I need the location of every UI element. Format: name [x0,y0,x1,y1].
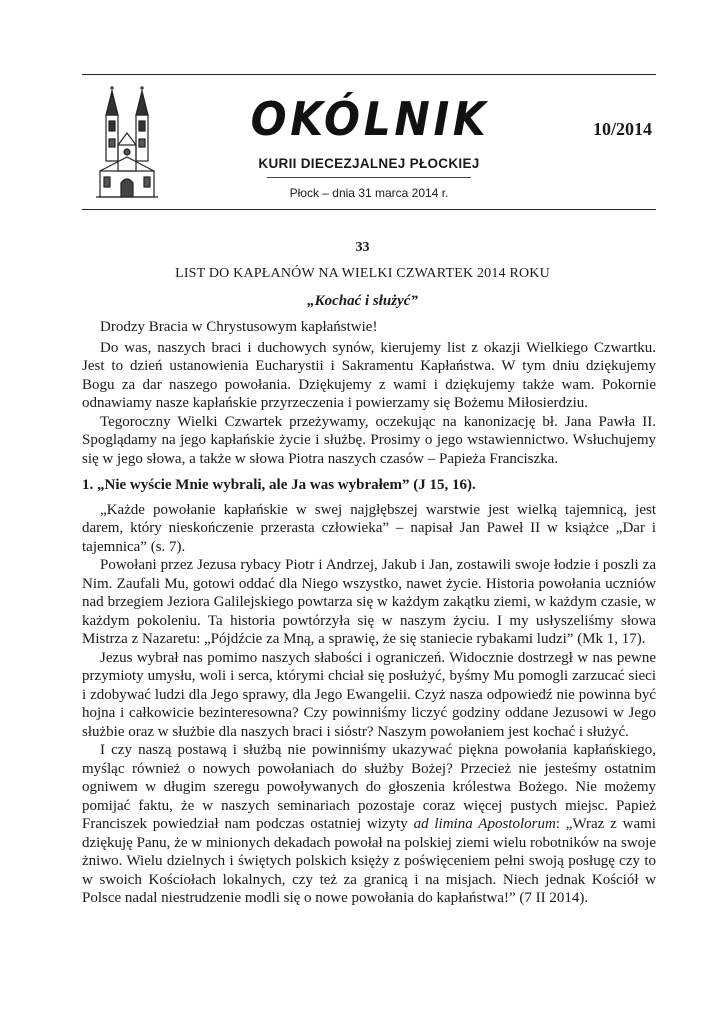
paragraph-6-end: : „Wraz z wami dziękuję Panu, że w minionych dekadach powołał na polskiej ziemi wielu robotników na swoje żniwo. Wielu dzielnych i świętych polskich księży z poświęceniem pełni swoją posługę czy to w swoich Kościołach lokalnych, czy też za granicą i na misjach. Niech jednak Kościół w Polsce nadal niestrudzenie modli się o nowe powołania do kapłaństwa!” (7 II 2014). [82,816,656,906]
document-title: LIST DO KAPŁANÓW NA WIELKI CZWARTEK 2014 ROKU [175,266,550,281]
document-number: 33 [355,240,370,255]
paragraph-6 [82,741,656,908]
paragraph-2: Tegoroczny Wielki Czwartek przeżywamy, oczekując na kanonizację bł. Jana Pawła II. Spoglądamy na jego kapłańskie życie i służbę. Prosimy o jego wstawiennictwo. Wsłuchujemy się w jego słowa, a także w słowa Piotra naszych czasów – Papieża Franciszka. [82,413,656,467]
letter-body [82,318,656,908]
masthead [82,74,656,210]
paragraph-4: Powołani przez Jezusa rybacy Piotr i Andrzej, Jakub i Jan, zostawili swoje łodzie i poszli za Nim. Zaufali Mu, gotowi oddać dla Niego wszystko, nawet życie. Historia powołania uczniów nad brzegiem Jeziora Galilejskiego powtarza się w każdym zakątku ziemi, w każdym czasie, w każdym pokoleniu. Ta historia powtórzyła się w naszym życiu. I my usłyszeliśmy słowa Mistrza z Nazaretu: „Pójdźcie za Mną, a sprawię, że się staniecie rybakami ludzi” (Mk 1, 17). [82,557,656,647]
section-1-heading: 1. „Nie wyście Mnie wybrali, ale Ja was wybrałem” (J 15, 16). [82,477,476,493]
paragraph-6-latin: ad limina Apostolorum [413,816,556,832]
document-motto: „Kochać i służyć” [307,293,418,309]
paragraph-6-start: I czy naszą postawą i służbą nie powinniśmy ukazywać piękna powołania kapłańskiego, myśląc również o nowych powołaniach do służby Bożej? Przecież nie jesteśmy ostatnim ogniwem w długim szeregu powoływanych do głoszenia królestwa Bożego. Nie możemy pomijać faktu, że w naszych seminariach pozostaje coraz więcej pustych miejsc. Papież Franciszek powiedział nam podczas ostatniej wizyty [82,742,656,832]
dateline: Płock – dnia 31 marca 2014 r. [289,186,449,200]
church-icon [94,85,160,203]
issue-number: 10/2014 [592,119,652,139]
greeting: Drodzy Bracia w Chrystusowym kapłaństwie! [100,319,378,335]
paragraph-5: Jezus wybrał nas pomimo naszych słabości i ograniczeń. Widocznie dostrzegł w nas pewne przymioty umysłu, woli i serca, którymi chciał się posłużyć, byśmy Mu pomogli zarzucać sieci i zdobywać ludzi dla Jego sprawy, dla Jego Ewangelii. Czyż nasza odpowiedź nie powinna być hojna i całkowicie bezinteresowna? Czy powinniśmy liczyć godziny oddane Jezusowi w Jego służbie oraz w służbie dla naszych braci i sióstr? Naszym powołaniem jest kochać i służyć. [82,649,656,740]
subtitle-divider [267,177,471,178]
masthead-subtitle: KURII DIECEZJALNEJ PŁOCKIEJ [258,156,480,171]
masthead-title: OKÓLNIK [250,92,490,146]
paragraph-1: Do was, naszych braci i duchowych synów, kierujemy list z okazji Wielkiego Czwartku. Jest to dzień ustanowienia Eucharystii i Sakramentu Kapłaństwa. W tym dniu dziękujemy Bogu za dar naszego powołania. Dziękujemy z wami i dziękujemy także wam. Pokornie odnawiamy nasze kapłańskie przyrzeczenia i powierzamy się Bożemu Miłosierdziu. [82,339,656,411]
paragraph-3: „Każde powołanie kapłańskie w swej najgłębszej warstwie jest wielką tajemnicą, jest darem, który nieskończenie przerasta człowieka” – napisał Jan Paweł II w książce „Dar i tajemnica” (s. 7). [82,501,656,555]
